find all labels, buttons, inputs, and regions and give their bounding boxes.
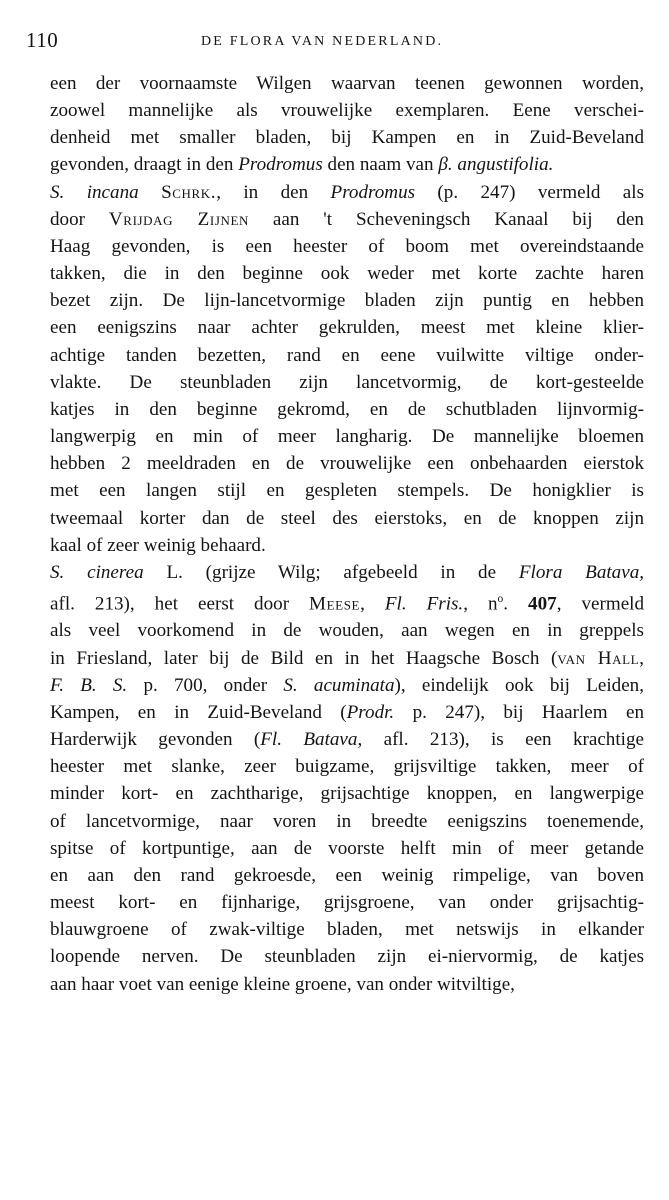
text-line	[26, 505, 644, 532]
paragraph	[26, 179, 644, 559]
text-run: meest kort- en fijnharige, grijsgroene, van onder grijsachtig-	[50, 892, 644, 914]
italic-run: Prodr.	[346, 701, 395, 723]
text-run: met een langen stijl en gespleten stempels. De honigklier is	[50, 480, 644, 502]
text-line	[26, 179, 644, 206]
text-line	[26, 450, 644, 477]
text-line	[26, 699, 644, 726]
paragraph	[26, 559, 644, 998]
text-line	[26, 342, 644, 369]
italic-run: Prodromus	[238, 154, 323, 176]
text-run: , afl. 213), is een krachtige	[357, 729, 644, 751]
text-line	[26, 971, 644, 998]
text-run: vlakte. De steunbladen zijn lancetvormig, de kort-gesteelde	[50, 371, 644, 393]
text-run: gevonden, draagt in den	[50, 154, 239, 176]
text-run: ,	[360, 593, 385, 615]
small-caps-run: van Hall	[557, 647, 640, 669]
text-line	[26, 70, 644, 97]
text-run: in Friesland, later bij de Bild en in het Haagsche Bosch (	[50, 647, 558, 669]
bold-run: 407	[528, 593, 557, 615]
text-line	[26, 559, 644, 586]
text-run: minder kort- en zachtharige, grijsachtige knoppen, en langwerpige	[50, 783, 644, 805]
text-line	[26, 124, 644, 151]
page-header	[26, 28, 643, 58]
text-run: katjes in den beginne gekromd, en de schutbladen lijnvormig-	[50, 398, 644, 420]
text-line	[26, 532, 644, 559]
text-run: tweemaal korter dan de steel des eierstoks, en de knoppen zijn	[50, 507, 644, 529]
text-run: hebben 2 meeldraden en de vrouwelijke een onbehaarden eierstok	[50, 453, 644, 475]
text-run: bezet zijn. De lijn-lancetvormige bladen zijn puntig en hebben	[50, 290, 644, 312]
paragraph	[26, 70, 644, 179]
text-line	[26, 726, 644, 753]
italic-run: S. incana	[50, 181, 139, 203]
text-run: takken, die in den beginne ook weder met korte zachte haren	[50, 263, 644, 285]
text-run: een eenigszins naar achter gekrulden, meest met kleine klier-	[50, 317, 644, 339]
text-run	[139, 182, 161, 203]
text-line	[26, 97, 644, 124]
text-run: als veel voorkomend in de wouden, aan wegen en in greppels	[50, 620, 644, 642]
text-line	[26, 672, 644, 699]
text-line	[26, 477, 644, 504]
text-line	[26, 617, 644, 644]
text-run: aan 't Scheveningsch Kanaal bij den	[249, 208, 644, 230]
text-line	[26, 260, 644, 287]
italic-run: Fl. Fris.	[384, 593, 464, 615]
text-run: den naam van	[322, 154, 439, 176]
small-caps-run: Vrijdag Zijnen	[108, 208, 249, 230]
text-run: , n	[463, 593, 498, 615]
text-run: o	[497, 592, 504, 605]
text-run: p. 247), bij Haarlem en	[394, 701, 644, 723]
italic-run: S. cinerea	[50, 561, 144, 583]
text-line	[26, 943, 644, 970]
text-line	[26, 862, 644, 889]
text-run: langwerpig en min of meer langharig. De mannelijke bloemen	[50, 426, 644, 448]
text-run: zoowel mannelijke als vrouwelijke exemplaren. Eene verschei-	[50, 100, 644, 122]
text-line	[26, 314, 644, 341]
text-run: en aan den rand gekroesde, een weinig rimpelige, van boven	[50, 864, 644, 886]
text-run: Harderwijk gevonden (	[50, 729, 261, 751]
text-line	[26, 369, 644, 396]
text-run: kaal of zeer weinig behaard.	[50, 534, 266, 556]
text-run: denheid met smaller bladen, bij Kampen en in Zuid-Beveland	[50, 127, 644, 149]
text-run: heester met slanke, zeer buigzame, grijsviltige takken, meer of	[50, 756, 644, 778]
text-line	[26, 889, 644, 916]
text-run: blauwgroene of zwak-viltige bladen, met netswijs in elkander	[50, 919, 644, 941]
text-run: een der voornaamste Wilgen waarvan teenen gewonnen worden,	[50, 73, 644, 94]
text-line	[26, 753, 644, 780]
text-run: , in den	[216, 181, 331, 203]
italic-run: Flora Batava,	[518, 561, 645, 583]
text-line	[26, 780, 644, 807]
italic-run: F. B. S.	[50, 674, 128, 696]
text-line	[26, 396, 644, 423]
text-run: , vermeld	[556, 593, 645, 615]
text-line	[26, 151, 644, 178]
text-run: p. 700, onder	[127, 674, 284, 696]
text-run: Kampen, en in Zuid-Beveland (	[50, 701, 347, 723]
text-line	[26, 586, 644, 618]
text-run: achtige tanden bezetten, rand en eene vuilwitte viltige onder-	[50, 344, 644, 366]
text-line	[26, 808, 644, 835]
italic-run: S. acuminata	[283, 674, 395, 696]
text-run: Haag gevonden, is een heester of boom met overeindstaande	[50, 235, 644, 257]
small-caps-run: Meese	[309, 593, 361, 615]
text-line	[26, 287, 644, 314]
text-line	[26, 233, 644, 260]
text-run: spitse of kortpuntige, aan de voorste helft min of meer getande	[50, 837, 644, 859]
text-run: door	[50, 208, 109, 230]
small-caps-run: Schrk.	[161, 181, 217, 203]
text-line	[26, 835, 644, 862]
page-number: 110	[26, 28, 59, 52]
text-line	[26, 916, 644, 943]
text-line	[26, 645, 644, 672]
italic-run: Prodromus	[330, 181, 416, 203]
text-run: aan haar voet van eenige kleine groene, van onder witviltige,	[50, 973, 515, 995]
text-run: (p. 247) vermeld als	[415, 181, 645, 203]
text-run: afl. 213), het eerst door	[50, 593, 310, 615]
italic-run: Fl. Batava	[260, 729, 358, 751]
text-run: L. (grijze Wilg; afgebeeld in de	[143, 561, 519, 583]
text-run: ), eindelijk ook bij Leiden,	[394, 674, 644, 696]
text-run: .	[503, 593, 529, 615]
italic-run: β. angustifolia.	[438, 154, 554, 176]
text-line	[26, 423, 644, 450]
text-run: loopende nerven. De steunbladen zijn ei-niervormig, de katjes	[50, 946, 644, 968]
body-text	[26, 70, 644, 998]
text-line	[26, 206, 644, 233]
text-run: ,	[639, 647, 644, 669]
text-run: of lancetvormige, naar voren in breedte eenigszins toenemende,	[50, 810, 644, 832]
running-head: DE FLORA VAN NEDERLAND.	[201, 34, 444, 49]
